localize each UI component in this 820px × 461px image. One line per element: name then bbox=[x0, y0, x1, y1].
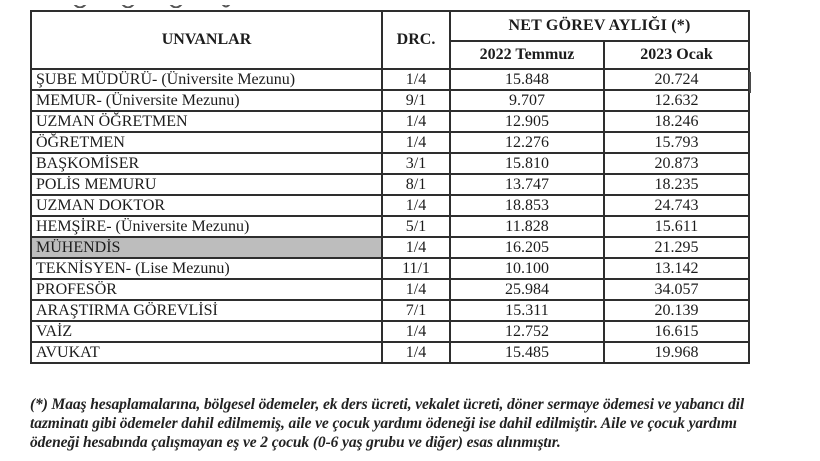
unvan-cell: ARAŞTIRMA GÖREVLİSİ bbox=[31, 300, 382, 321]
value-2023-cell: 20.724 bbox=[604, 69, 749, 90]
unvan-cell-highlighted: MÜHENDİS bbox=[31, 237, 382, 258]
column-header-2023-ocak: 2023 Ocak bbox=[604, 41, 749, 69]
drc-cell: 1/4 bbox=[382, 132, 450, 153]
unvan-cell: POLİS MEMURU bbox=[31, 174, 382, 195]
value-2022-cell: 15.848 bbox=[450, 69, 604, 90]
column-header-2022-temmuz: 2022 Temmuz bbox=[450, 41, 604, 69]
drc-cell: 1/4 bbox=[382, 111, 450, 132]
drc-cell: 9/1 bbox=[382, 90, 450, 111]
column-header-group: NET GÖREV AYLIĞI (*) bbox=[450, 11, 749, 41]
drc-cell: 3/1 bbox=[382, 153, 450, 174]
unvan-cell: MEMUR- (Üniversite Mezunu) bbox=[31, 90, 382, 111]
value-2022-cell: 15.311 bbox=[450, 300, 604, 321]
table-row-highlighted bbox=[31, 237, 749, 258]
table-row bbox=[31, 111, 749, 132]
value-2022-cell: 16.205 bbox=[450, 237, 604, 258]
drc-cell: 1/4 bbox=[382, 342, 450, 363]
value-2023-cell: 15.793 bbox=[604, 132, 749, 153]
table-row bbox=[31, 90, 749, 111]
unvan-cell: PROFESÖR bbox=[31, 279, 382, 300]
value-2022-cell: 15.485 bbox=[450, 342, 604, 363]
value-2023-cell: 19.968 bbox=[604, 342, 749, 363]
drc-cell: 1/4 bbox=[382, 279, 450, 300]
value-2022-cell: 11.828 bbox=[450, 216, 604, 237]
value-2023-cell: 16.615 bbox=[604, 321, 749, 342]
table-row bbox=[31, 321, 749, 342]
unvan-cell: BAŞKOMİSER bbox=[31, 153, 382, 174]
value-2023-cell: 20.139 bbox=[604, 300, 749, 321]
table-row bbox=[31, 300, 749, 321]
table-row bbox=[31, 195, 749, 216]
value-2023-cell: 12.632 bbox=[604, 90, 749, 111]
column-header-drc: DRC. bbox=[382, 11, 450, 69]
drc-cell: 8/1 bbox=[382, 174, 450, 195]
table-row bbox=[31, 132, 749, 153]
drc-cell: 11/1 bbox=[382, 258, 450, 279]
value-2022-cell: 25.984 bbox=[450, 279, 604, 300]
column-header-unvanlar: UNVANLAR bbox=[31, 11, 382, 69]
value-2023-cell: 21.295 bbox=[604, 237, 749, 258]
unvan-cell: ÖĞRETMEN bbox=[31, 132, 382, 153]
table-row bbox=[31, 279, 749, 300]
table-row bbox=[31, 342, 749, 363]
value-2022-cell: 10.100 bbox=[450, 258, 604, 279]
value-2022-cell: 15.810 bbox=[450, 153, 604, 174]
value-2023-cell: 24.743 bbox=[604, 195, 749, 216]
value-2023-cell: 15.611 bbox=[604, 216, 749, 237]
value-2022-cell: 12.905 bbox=[450, 111, 604, 132]
table-row bbox=[31, 174, 749, 195]
table-row bbox=[31, 258, 749, 279]
value-2023-cell: 18.246 bbox=[604, 111, 749, 132]
cropped-glyph-bottoms-icon bbox=[70, 5, 290, 8]
drc-cell: 5/1 bbox=[382, 216, 450, 237]
unvan-cell: ŞUBE MÜDÜRÜ- (Üniversite Mezunu) bbox=[31, 69, 382, 90]
drc-cell: 1/4 bbox=[382, 321, 450, 342]
footnote: (*) Maaş hesaplamalarına, bölgesel ödemeler, ek ders ücreti, vekalet ücreti, döner sermaye ödemesi ve yabancı dil tazminatı gibi ödemeler dahil edilmemiş, aile ve çocuk yardımı ödeneği ise dahil edilmiştir. Aile ve çocuk yardımı ödeneği hesabında çalışmayan eş ve 2 çocuk (0-6 yaş grubu ve diğer) esas alınmıştır. bbox=[30, 396, 745, 451]
unvan-cell: VAİZ bbox=[31, 321, 382, 342]
unvan-cell: UZMAN ÖĞRETMEN bbox=[31, 111, 382, 132]
value-2023-cell: 20.873 bbox=[604, 153, 749, 174]
value-2022-cell: 12.752 bbox=[450, 321, 604, 342]
value-2022-cell: 13.747 bbox=[450, 174, 604, 195]
drc-cell: 1/4 bbox=[382, 237, 450, 258]
value-2023-cell: 34.057 bbox=[604, 279, 749, 300]
value-2022-cell: 12.276 bbox=[450, 132, 604, 153]
salary-table bbox=[30, 10, 750, 364]
drc-cell: 1/4 bbox=[382, 69, 450, 90]
unvan-cell: UZMAN DOKTOR bbox=[31, 195, 382, 216]
cropped-caption-fragment bbox=[70, 0, 290, 8]
drc-cell: 7/1 bbox=[382, 300, 450, 321]
unvan-cell: AVUKAT bbox=[31, 342, 382, 363]
value-2023-cell: 18.235 bbox=[604, 174, 749, 195]
value-2022-cell: 18.853 bbox=[450, 195, 604, 216]
header-row-group bbox=[31, 11, 749, 41]
table-row bbox=[31, 69, 749, 90]
unvan-cell: TEKNİSYEN- (Lise Mezunu) bbox=[31, 258, 382, 279]
value-2022-cell: 9.707 bbox=[450, 90, 604, 111]
table-row bbox=[31, 216, 749, 237]
table-row bbox=[31, 153, 749, 174]
scan-tick-artifact bbox=[749, 72, 751, 93]
unvan-cell: HEMŞİRE- (Üniversite Mezunu) bbox=[31, 216, 382, 237]
drc-cell: 1/4 bbox=[382, 195, 450, 216]
value-2023-cell: 13.142 bbox=[604, 258, 749, 279]
